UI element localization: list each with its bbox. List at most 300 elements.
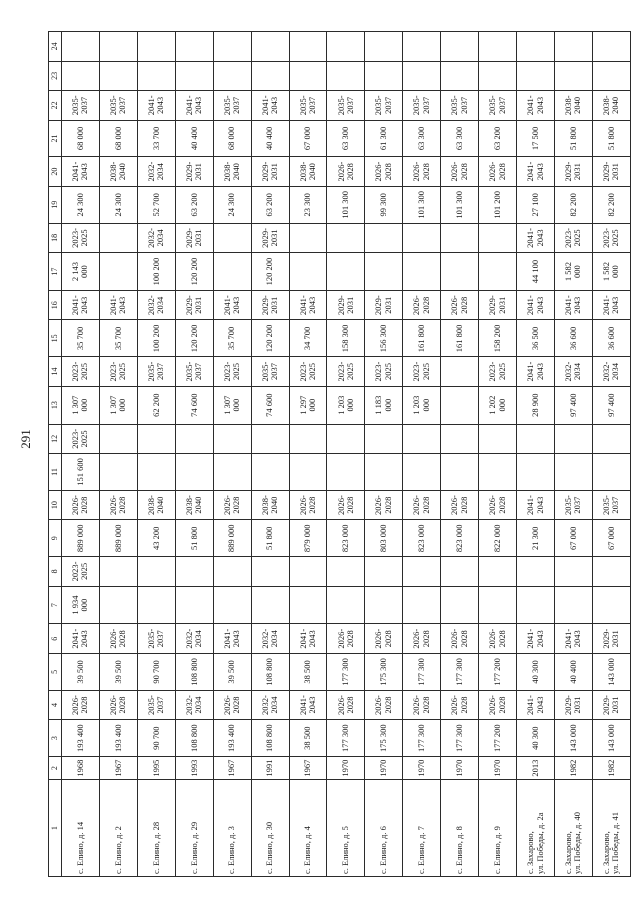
address-cell: с. Елино, д. 2 — [99, 780, 137, 877]
table-cell: 2026- 2028 — [403, 157, 441, 186]
table-cell: 40 300 — [517, 653, 555, 690]
table-cell: 2026- 2028 — [327, 157, 365, 186]
table-cell — [289, 424, 327, 453]
table-cell — [251, 61, 289, 90]
table-cell: 2026- 2028 — [327, 624, 365, 653]
page-number: 291 — [18, 429, 33, 449]
table-cell — [592, 454, 630, 491]
column-header: 22 — [49, 91, 62, 120]
table-cell: 24 300 — [99, 186, 137, 223]
table-cell: 101 300 — [327, 186, 365, 223]
table-cell — [327, 424, 365, 453]
table-cell: 90 700 — [137, 653, 175, 690]
table-cell: 175 300 — [365, 653, 403, 690]
column-header: 13 — [49, 386, 62, 424]
table-cell: 2041- 2043 — [289, 690, 327, 719]
table-cell: 2029- 2031 — [554, 690, 592, 719]
table-cell: 143 000 — [592, 653, 630, 690]
table-cell: 2026- 2028 — [403, 624, 441, 653]
table-cell: 823 000 — [327, 520, 365, 557]
table-cell: 143 000 — [592, 720, 630, 757]
table-cell: 100 200 — [137, 253, 175, 291]
table-cell: 40 400 — [251, 120, 289, 157]
table-cell: 2038- 2040 — [137, 490, 175, 519]
address-cell: с. Елино, д. 6 — [365, 780, 403, 877]
table-row — [441, 32, 479, 877]
column-header: 23 — [49, 61, 62, 90]
table-cell: 2023- 2025 — [403, 357, 441, 386]
table-cell: 1 582 000 — [554, 253, 592, 291]
table-cell: 2026- 2028 — [213, 490, 251, 519]
address-cell: с. Елино, д. 30 — [251, 780, 289, 877]
table-cell — [213, 586, 251, 624]
table-cell — [99, 586, 137, 624]
table-cell: 2041- 2043 — [517, 157, 555, 186]
address-cell: с. Захарово, ул. Победы, д. 2а — [517, 780, 555, 877]
table-cell: 63 300 — [441, 120, 479, 157]
table-cell: 38 500 — [289, 653, 327, 690]
address-cell: с. Захарово, ул. Победы, д. 40 — [554, 780, 592, 877]
table-cell: 40 400 — [175, 120, 213, 157]
column-header: 6 — [49, 624, 62, 653]
table-cell — [251, 586, 289, 624]
table-cell — [479, 454, 517, 491]
table-cell: 2041- 2043 — [137, 91, 175, 120]
table-cell: 151 600 — [62, 454, 100, 491]
table-cell: 67 000 — [592, 520, 630, 557]
table-cell: 2026- 2028 — [327, 490, 365, 519]
repair-schedule-table — [48, 31, 631, 877]
table-cell — [327, 454, 365, 491]
table-cell: 2023- 2025 — [289, 357, 327, 386]
address-cell: с. Елино, д. 9 — [479, 780, 517, 877]
table-cell — [365, 424, 403, 453]
table-cell: 23 300 — [289, 186, 327, 223]
table-cell: 2026- 2028 — [365, 624, 403, 653]
table-cell: 2026- 2028 — [99, 490, 137, 519]
table-cell: 2026- 2028 — [365, 690, 403, 719]
column-header: 2 — [49, 757, 62, 780]
table-cell: 2029- 2031 — [175, 157, 213, 186]
table-cell: 2041- 2043 — [554, 291, 592, 320]
table-cell: 2041- 2043 — [62, 157, 100, 186]
table-cell: 24 300 — [213, 186, 251, 223]
table-row — [289, 32, 327, 877]
table-cell — [592, 32, 630, 62]
table-cell: 1 307 000 — [62, 386, 100, 424]
table-cell — [441, 454, 479, 491]
table-cell: 51 800 — [554, 120, 592, 157]
table-cell: 2026- 2028 — [62, 690, 100, 719]
table-cell: 177 200 — [479, 720, 517, 757]
table-cell — [62, 61, 100, 90]
table-cell: 24 300 — [62, 186, 100, 223]
table-cell: 1 297 000 — [289, 386, 327, 424]
table-cell: 36 500 — [517, 320, 555, 357]
table-cell: 2035- 2037 — [175, 357, 213, 386]
table-cell: 2041- 2043 — [517, 624, 555, 653]
table-cell — [517, 61, 555, 90]
table-cell: 108 800 — [251, 720, 289, 757]
table-cell: 2023- 2025 — [62, 424, 100, 453]
table-cell — [365, 253, 403, 291]
table-cell: 2035- 2037 — [479, 91, 517, 120]
table-cell — [289, 61, 327, 90]
table-cell: 101 300 — [403, 186, 441, 223]
table-cell: 39 500 — [213, 653, 251, 690]
column-header: 14 — [49, 357, 62, 386]
table-cell — [251, 557, 289, 586]
table-cell: 2032- 2034 — [592, 357, 630, 386]
table-cell — [99, 32, 137, 62]
table-row — [592, 32, 630, 877]
table-cell — [365, 586, 403, 624]
table-cell — [554, 586, 592, 624]
table-cell: 97 400 — [554, 386, 592, 424]
table-cell — [441, 253, 479, 291]
table-cell: 2035- 2037 — [99, 91, 137, 120]
table-cell: 101 300 — [441, 186, 479, 223]
table-cell: 2029- 2031 — [251, 157, 289, 186]
table-cell: 193 400 — [99, 720, 137, 757]
table-cell: 889 000 — [213, 520, 251, 557]
column-header: 12 — [49, 424, 62, 453]
table-cell: 2041- 2043 — [517, 91, 555, 120]
table-cell: 2041- 2043 — [99, 291, 137, 320]
table-cell — [289, 32, 327, 62]
table-cell: 1993 — [175, 757, 213, 780]
table-cell: 28 900 — [517, 386, 555, 424]
table-cell — [175, 557, 213, 586]
table-cell — [365, 32, 403, 62]
table-cell: 158 200 — [479, 320, 517, 357]
table-body — [62, 32, 631, 877]
table-cell: 2035- 2037 — [403, 91, 441, 120]
address-cell: с. Елино, д. 4 — [289, 780, 327, 877]
table-row — [99, 32, 137, 877]
table-cell — [479, 424, 517, 453]
table-cell — [327, 61, 365, 90]
table-cell: 2041- 2043 — [517, 223, 555, 252]
table-cell: 39 500 — [99, 653, 137, 690]
table-cell — [403, 253, 441, 291]
table-cell: 2026- 2028 — [479, 624, 517, 653]
table-cell: 803 000 — [365, 520, 403, 557]
table-cell: 1982 — [554, 757, 592, 780]
table-cell — [365, 223, 403, 252]
table-cell: 177 300 — [403, 653, 441, 690]
table-cell: 99 300 — [365, 186, 403, 223]
table-cell: 2032- 2034 — [137, 291, 175, 320]
table-cell: 1 934 000 — [62, 586, 100, 624]
table-cell: 889 000 — [99, 520, 137, 557]
header-row — [49, 32, 62, 877]
table-row — [175, 32, 213, 877]
table-cell: 2026- 2028 — [479, 490, 517, 519]
table-cell — [554, 424, 592, 453]
table-row — [327, 32, 365, 877]
table-cell: 2026- 2028 — [441, 291, 479, 320]
table-cell: 1968 — [62, 757, 100, 780]
table-cell: 2029- 2031 — [479, 291, 517, 320]
table-cell: 1 307 000 — [213, 386, 251, 424]
table-cell: 2026- 2028 — [403, 291, 441, 320]
column-header: 10 — [49, 490, 62, 519]
table-cell: 2013 — [517, 757, 555, 780]
table-cell: 40 400 — [554, 653, 592, 690]
table-cell: 156 300 — [365, 320, 403, 357]
table-cell: 2041- 2043 — [62, 291, 100, 320]
table-cell: 2029- 2031 — [365, 291, 403, 320]
table-cell: 38 500 — [289, 720, 327, 757]
table-cell: 2023- 2025 — [365, 357, 403, 386]
table-cell: 2023- 2025 — [592, 223, 630, 252]
table-cell: 2029- 2031 — [554, 157, 592, 186]
address-cell: с. Елино, д. 29 — [175, 780, 213, 877]
table-cell: 2035- 2037 — [554, 490, 592, 519]
table-cell: 36 600 — [592, 320, 630, 357]
table-cell: 108 800 — [251, 653, 289, 690]
table-cell: 1967 — [99, 757, 137, 780]
table-cell: 1970 — [403, 757, 441, 780]
table-cell — [554, 557, 592, 586]
table-cell: 1 203 000 — [403, 386, 441, 424]
table-cell: 161 800 — [403, 320, 441, 357]
table-cell — [251, 454, 289, 491]
table-cell: 1970 — [327, 757, 365, 780]
table-cell: 2035- 2037 — [365, 91, 403, 120]
table-cell — [137, 557, 175, 586]
table-cell: 2038- 2040 — [251, 490, 289, 519]
table-cell: 61 300 — [365, 120, 403, 157]
table-cell — [213, 253, 251, 291]
table-cell: 120 200 — [175, 320, 213, 357]
table-cell: 879 000 — [289, 520, 327, 557]
table-cell: 35 700 — [99, 320, 137, 357]
table-cell: 2029- 2031 — [592, 624, 630, 653]
table-cell — [327, 586, 365, 624]
table-cell: 2041- 2043 — [554, 624, 592, 653]
table-cell — [213, 32, 251, 62]
table-cell — [441, 557, 479, 586]
table-cell: 101 200 — [479, 186, 517, 223]
column-header: 16 — [49, 291, 62, 320]
table-cell: 2038- 2040 — [213, 157, 251, 186]
table-cell: 52 700 — [137, 186, 175, 223]
table-cell — [479, 253, 517, 291]
table-cell — [99, 61, 137, 90]
column-header: 15 — [49, 320, 62, 357]
table-cell: 2023- 2025 — [327, 357, 365, 386]
table-cell: 2035- 2037 — [441, 91, 479, 120]
table-cell: 177 300 — [403, 720, 441, 757]
table-cell: 62 200 — [137, 386, 175, 424]
table-cell: 33 700 — [137, 120, 175, 157]
table-cell: 2026- 2028 — [479, 157, 517, 186]
table-cell: 1967 — [213, 757, 251, 780]
table-cell: 2032- 2034 — [251, 624, 289, 653]
table-cell — [479, 557, 517, 586]
table-cell — [592, 586, 630, 624]
table-cell: 2026- 2028 — [99, 624, 137, 653]
table-cell — [517, 32, 555, 62]
table-cell: 100 200 — [137, 320, 175, 357]
table-cell: 2029- 2031 — [592, 690, 630, 719]
table-cell: 2026- 2028 — [365, 157, 403, 186]
table-cell: 2038- 2040 — [592, 91, 630, 120]
table-cell: 2041- 2043 — [62, 624, 100, 653]
table-cell: 39 500 — [62, 653, 100, 690]
table-cell: 2035- 2037 — [137, 357, 175, 386]
table-cell: 2038- 2040 — [289, 157, 327, 186]
table-cell: 35 700 — [213, 320, 251, 357]
table-cell: 1970 — [441, 757, 479, 780]
table-cell — [213, 223, 251, 252]
table-cell: 97 400 — [592, 386, 630, 424]
table-cell — [327, 557, 365, 586]
table-row — [365, 32, 403, 877]
column-header: 19 — [49, 186, 62, 223]
table-cell: 2035- 2037 — [592, 490, 630, 519]
table-cell: 67 000 — [554, 520, 592, 557]
table-cell: 68 000 — [213, 120, 251, 157]
table-cell — [213, 454, 251, 491]
table-cell — [99, 557, 137, 586]
table-cell: 177 300 — [441, 720, 479, 757]
column-header: 21 — [49, 120, 62, 157]
table-cell: 2032- 2034 — [175, 690, 213, 719]
table-cell: 67 000 — [289, 120, 327, 157]
table-cell: 27 100 — [517, 186, 555, 223]
table-cell — [517, 454, 555, 491]
table-cell: 51 800 — [251, 520, 289, 557]
table-cell — [517, 557, 555, 586]
table-cell: 2035- 2037 — [137, 624, 175, 653]
table-cell — [554, 61, 592, 90]
table-cell: 34 700 — [289, 320, 327, 357]
table-cell: 2023- 2025 — [479, 357, 517, 386]
table-cell: 2041- 2043 — [517, 291, 555, 320]
table-cell: 2026- 2028 — [403, 490, 441, 519]
column-header: 20 — [49, 157, 62, 186]
table-cell: 889 000 — [62, 520, 100, 557]
table-cell — [213, 557, 251, 586]
table-cell — [327, 223, 365, 252]
address-cell: с. Захарово, ул. Победы, д. 41 — [592, 780, 630, 877]
table-cell: 2035- 2037 — [213, 91, 251, 120]
table-cell: 1995 — [137, 757, 175, 780]
table-cell: 1967 — [289, 757, 327, 780]
table-cell — [62, 32, 100, 62]
column-header: 18 — [49, 223, 62, 252]
table-cell: 36 600 — [554, 320, 592, 357]
table-cell: 193 400 — [62, 720, 100, 757]
table-cell: 2 143 000 — [62, 253, 100, 291]
table-cell: 63 200 — [251, 186, 289, 223]
table-cell: 177 300 — [327, 720, 365, 757]
table-cell: 161 800 — [441, 320, 479, 357]
table-cell: 74 600 — [251, 386, 289, 424]
table-cell — [289, 223, 327, 252]
table-cell: 51 800 — [592, 120, 630, 157]
table-cell — [403, 586, 441, 624]
table-cell: 82 200 — [592, 186, 630, 223]
address-cell: с. Елино, д. 5 — [327, 780, 365, 877]
table-cell: 2026- 2028 — [327, 690, 365, 719]
table-cell — [137, 586, 175, 624]
table-cell — [99, 253, 137, 291]
table-cell — [327, 32, 365, 62]
table-cell — [365, 61, 403, 90]
column-header: 3 — [49, 720, 62, 757]
address-cell: с. Елино, д. 8 — [441, 780, 479, 877]
table-cell — [327, 253, 365, 291]
table-cell — [137, 32, 175, 62]
table-cell — [403, 61, 441, 90]
table-cell: 2023- 2025 — [213, 357, 251, 386]
table-cell — [137, 61, 175, 90]
table-cell: 120 200 — [175, 253, 213, 291]
table-cell: 1982 — [592, 757, 630, 780]
table-cell: 2026- 2028 — [441, 690, 479, 719]
table-cell: 2041- 2043 — [251, 91, 289, 120]
table-cell — [289, 253, 327, 291]
table-cell: 2041- 2043 — [175, 91, 213, 120]
table-row — [251, 32, 289, 877]
table-cell — [517, 424, 555, 453]
table-cell: 35 700 — [62, 320, 100, 357]
table-cell — [441, 357, 479, 386]
table-cell: 120 200 — [251, 253, 289, 291]
table-cell — [441, 61, 479, 90]
table-cell — [403, 32, 441, 62]
table-cell: 108 800 — [175, 720, 213, 757]
table-cell: 2041- 2043 — [289, 624, 327, 653]
table-cell: 2035- 2037 — [289, 91, 327, 120]
table-cell: 63 300 — [327, 120, 365, 157]
table-cell: 823 000 — [403, 520, 441, 557]
table-cell: 2041- 2043 — [289, 291, 327, 320]
table-cell: 2038- 2040 — [554, 91, 592, 120]
table-cell — [479, 32, 517, 62]
table-cell: 1970 — [479, 757, 517, 780]
table-row — [213, 32, 251, 877]
table-cell — [403, 454, 441, 491]
table-cell — [137, 454, 175, 491]
table-cell: 51 800 — [175, 520, 213, 557]
table-cell: 2035- 2037 — [137, 690, 175, 719]
table-cell — [441, 32, 479, 62]
table-cell — [213, 61, 251, 90]
table-cell: 2029- 2031 — [175, 223, 213, 252]
table-cell: 2035- 2037 — [251, 357, 289, 386]
table-cell: 2041- 2043 — [213, 624, 251, 653]
table-cell: 1 582 000 — [592, 253, 630, 291]
table-cell: 2041- 2043 — [517, 490, 555, 519]
table-cell: 822 000 — [479, 520, 517, 557]
table-cell: 2023- 2025 — [62, 557, 100, 586]
table-cell — [403, 223, 441, 252]
column-header: 17 — [49, 253, 62, 291]
table-cell: 2041- 2043 — [517, 690, 555, 719]
table-cell — [99, 223, 137, 252]
table-cell: 68 000 — [99, 120, 137, 157]
table-cell: 2038- 2040 — [175, 490, 213, 519]
column-header: 11 — [49, 454, 62, 491]
address-cell: с. Елино, д. 28 — [137, 780, 175, 877]
table-cell: 2035- 2037 — [327, 91, 365, 120]
table-cell — [213, 424, 251, 453]
